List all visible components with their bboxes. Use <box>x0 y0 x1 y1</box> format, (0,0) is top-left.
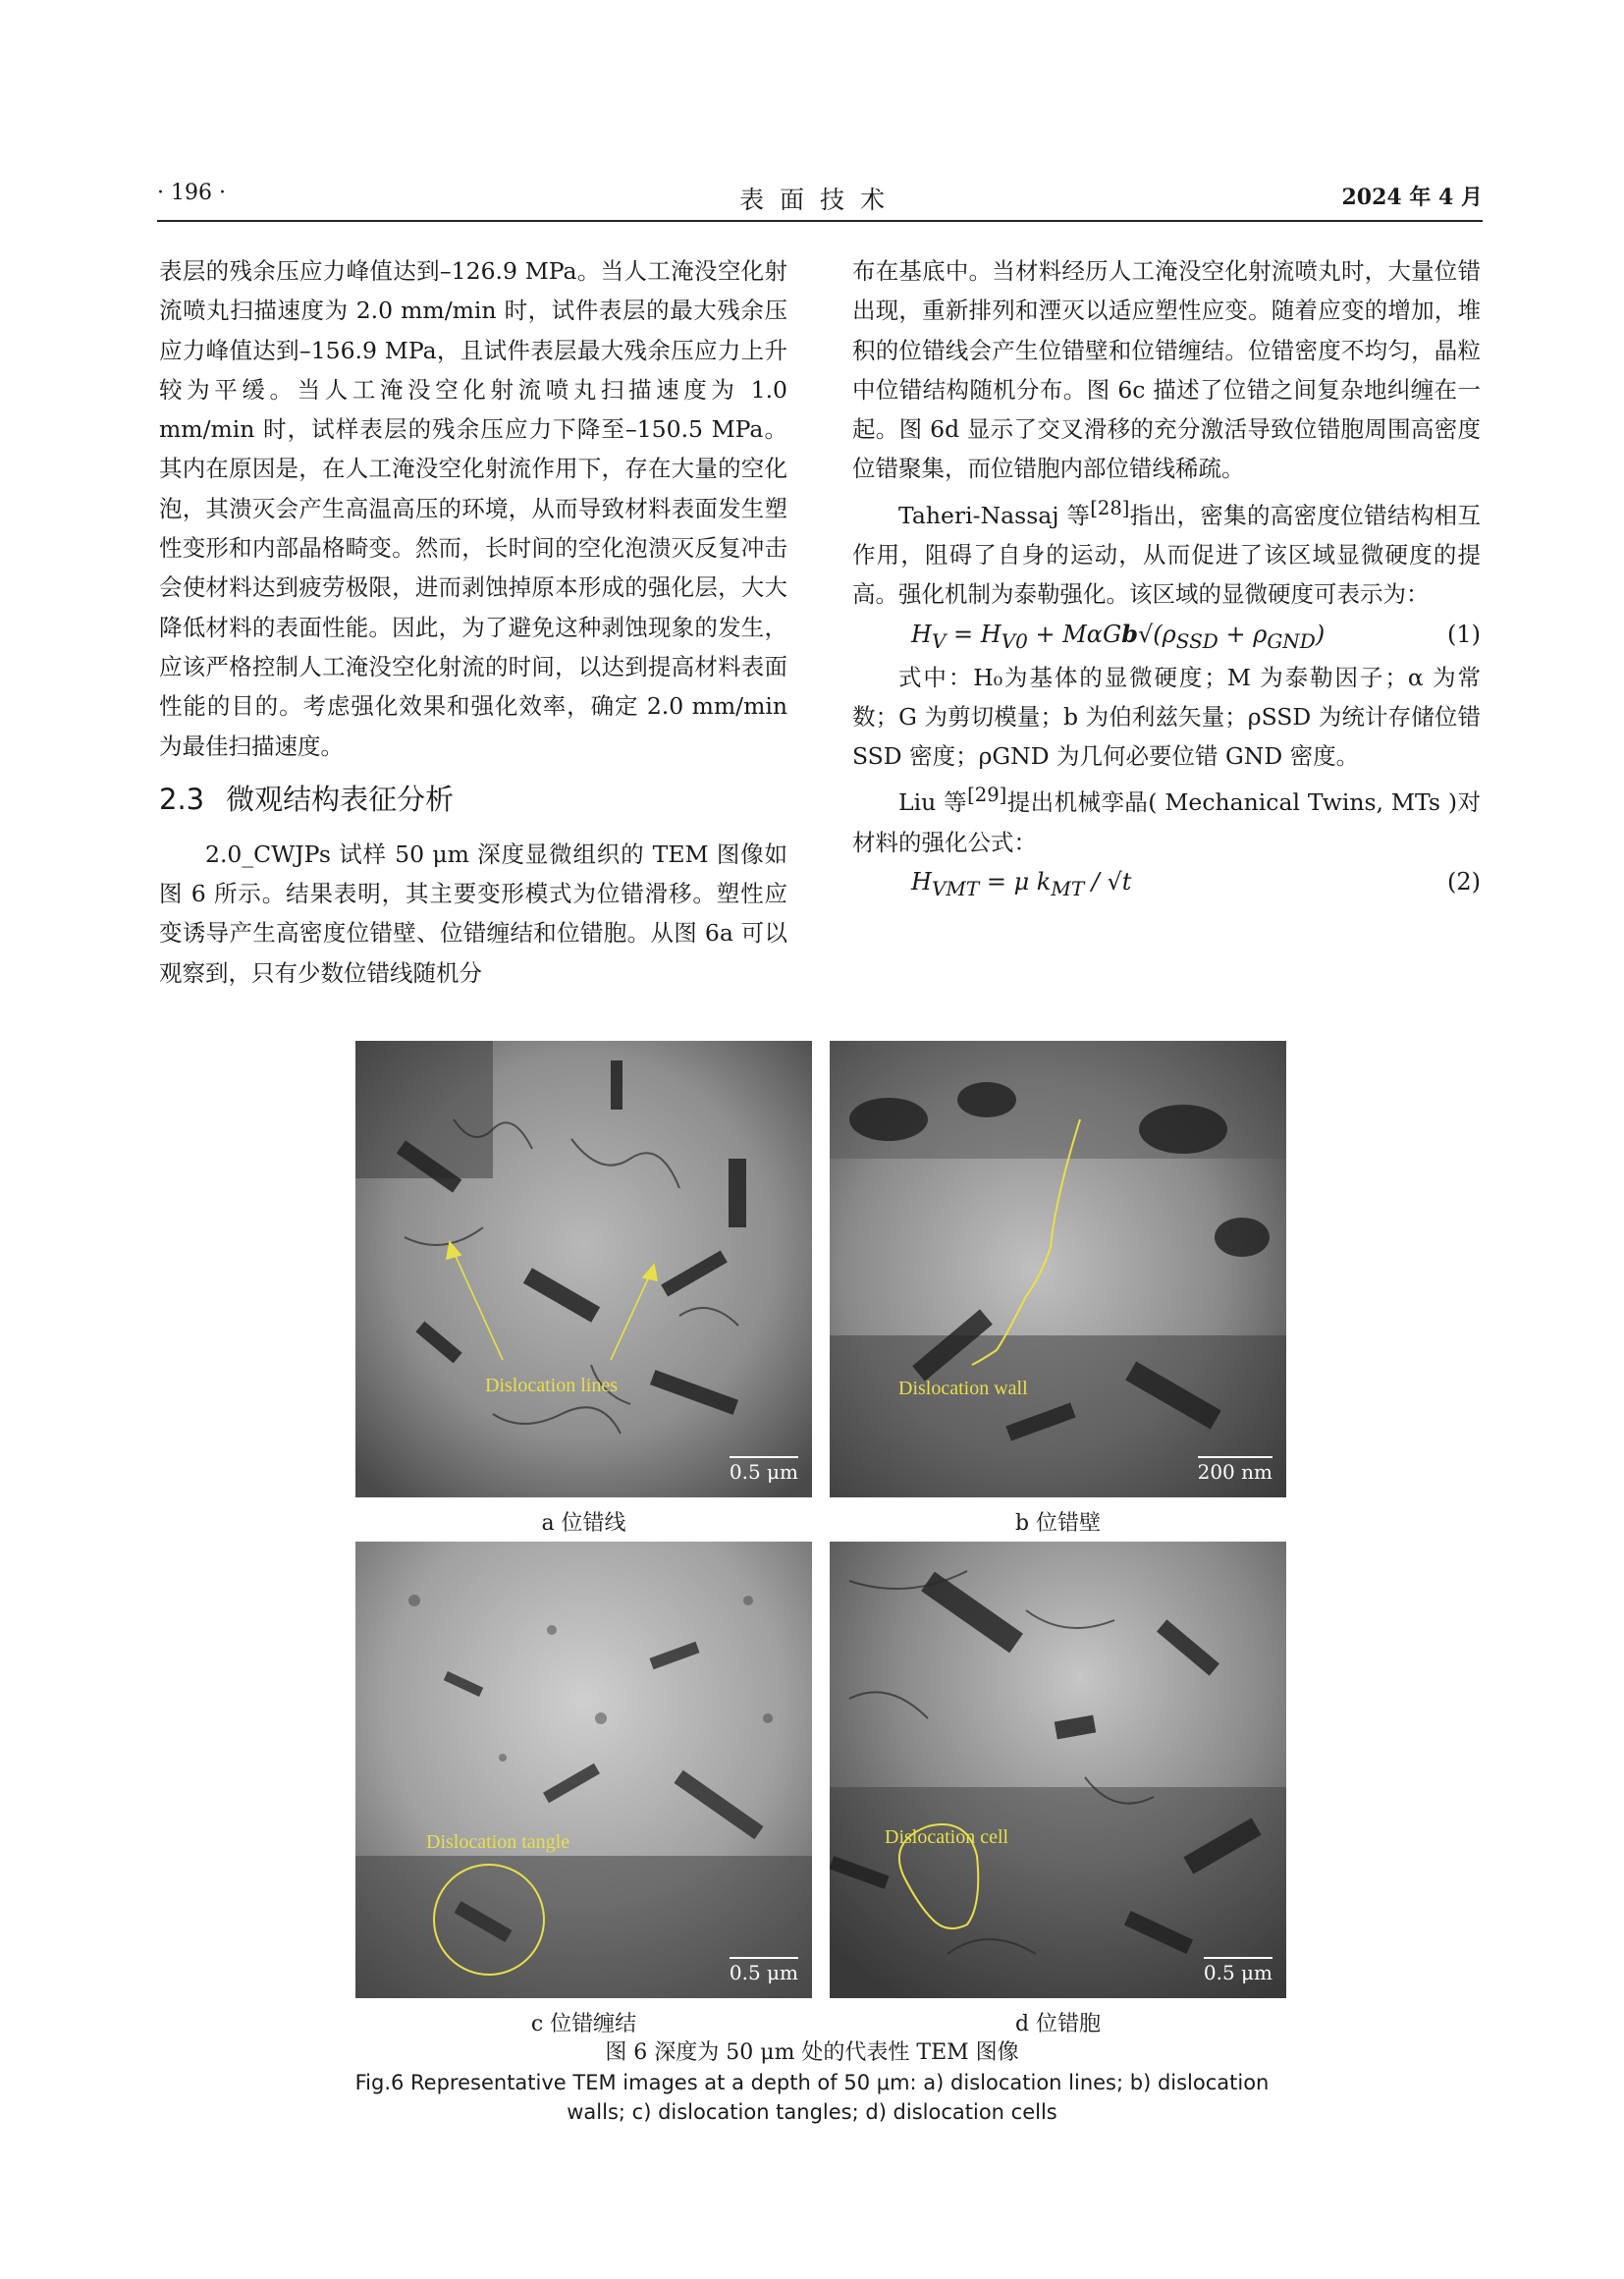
citation-author: Liu 等 <box>898 788 968 817</box>
tem-image-d-graphic <box>830 1542 1286 1998</box>
left-paragraph-1: 表层的残余压应力峰值达到–126.9 MPa。当人工淹没空化射流喷丸扫描速度为 2.0 mm/min 时，试件表层的最大残余压应力峰值达到–156.9 MPa，且试件表层最大残余压应力上升较为平缓。当人工淹没空化射流喷丸扫描速度为 1.0 mm/min 时，试样表层的残余压应力下降至–150.5 MPa。其内在原因是，在人工淹没空化射流作用下，存在大量的空化泡，其溃灭会产生高温高压的环境，从而导致材料表面发生塑性变形和内部晶格畸变。然而，长时间的空化泡溃灭反复冲击会使材料达到疲劳极限，进而剥蚀掉原本形成的强化层，大大降低材料的表面性能。因此，为了避免这种剥蚀现象的发生，应该严格控制人工淹没空化射流的时间，以达到提高材料表面性能的目的。考虑强化效果和强化效率，确定 2.0 mm/min 为最佳扫描速度。 <box>159 257 787 760</box>
page-number: · 196 · <box>157 181 226 205</box>
equation-1-number: (1) <box>1447 620 1481 648</box>
caption-chinese: 图 6 深度为 50 μm 处的代表性 TEM 图像 <box>605 2040 1019 2065</box>
paragraph-text: 提出机械孪晶( Mechanical Twins, MTs )对材料的强化公式： <box>852 788 1481 856</box>
scale-bar: 0.5 μm <box>730 1957 798 1984</box>
tem-image-c-graphic <box>355 1542 812 1998</box>
left-paragraph-2: 2.0_CWJPs 试样 50 μm 深度显微组织的 TEM 图像如图 6 所示。结果表明，其主要变形模式为位错滑移。塑性应变诱导产生高密度位错壁、位错缠结和位错胞。从图 6a 可以观察到，只有少数位错线随机分 <box>159 840 787 987</box>
tem-image-a <box>355 1041 812 1497</box>
equation-1-body: $H_V = H_{V0} + M\alpha Gb√(\rho_{SSD} + \rho_{GND})$ <box>911 619 1326 653</box>
right-paragraph-3: 式中：H₀为基体的显微硬度；M 为泰勒因子；α 为常数；G 为剪切模量；b 为伯利兹矢量；ρSSD 为统计存储位错 SSD 密度；ρGND 为几何必要位错 GND 密度。 <box>852 663 1481 771</box>
paragraph-text: 指出，密集的高密度位错结构相互作用，阻碍了自身的运动，从而促进了该区域显微硬度的提高。强化机制为泰勒强化。该区域的显微硬度可表示为： <box>852 501 1481 609</box>
tem-image-c <box>355 1542 812 1998</box>
section-number: 2.3 <box>159 782 205 816</box>
panel-label-c: c 位错缠结 <box>530 2012 637 2036</box>
issue-date: 2024 年 4 月 <box>1341 185 1483 210</box>
figure-caption <box>0 2038 1624 2127</box>
tem-image-b <box>830 1041 1286 1497</box>
equation-2 <box>852 862 1481 935</box>
scale-bar: 0.5 μm <box>730 1456 798 1484</box>
right-paragraph-1: 布在基底中。当材料经历人工淹没空化射流喷丸时，大量位错出现，重新排列和湮灭以适应塑性应变。随着应变的增加，堆积的位错线会产生位错壁和位错缠结。位错密度不均匀，晶粒中位错结构随机分布。图 6c 描述了位错之间复杂地纠缠在一起。图 6d 显示了交叉滑移的充分激活导致位错胞周围高密度位错聚集，而位错胞内部位错线稀疏。 <box>852 257 1481 483</box>
right-column <box>852 251 1481 935</box>
section-heading <box>159 778 787 821</box>
right-paragraph-4 <box>852 776 1481 861</box>
header-rule <box>157 220 1483 222</box>
scale-bar: 0.5 μm <box>1204 1957 1272 1984</box>
page-header <box>157 181 1483 220</box>
section-title: 微观结构表征分析 <box>226 782 455 816</box>
journal-name: 表面技术 <box>738 186 900 214</box>
equation-1 <box>852 615 1481 658</box>
annotation-label: Dislocation cell <box>885 1826 1009 1848</box>
tem-image-b-graphic <box>830 1041 1286 1497</box>
citation-ref: [28] <box>1090 496 1130 519</box>
panel-label-d: d 位错胞 <box>1014 2012 1102 2036</box>
equation-2-body: $H_{VMT} = \mu$ $k_{MT} / √t$ <box>911 867 1132 900</box>
caption-english-line-2: walls; c) dislocation tangles; d) dislocation cells <box>567 2100 1057 2124</box>
citation-ref: [29] <box>967 784 1007 807</box>
annotation-label: Dislocation lines <box>485 1375 618 1396</box>
tem-image-d <box>830 1542 1286 1998</box>
figure-6 <box>355 1041 1288 2036</box>
annotation-label: Dislocation wall <box>898 1378 1028 1399</box>
scale-bar: 200 nm <box>1198 1456 1272 1484</box>
tem-image-a-graphic <box>355 1041 812 1497</box>
annotation-label: Dislocation tangle <box>426 1831 570 1853</box>
equation-2-number: (2) <box>1447 867 1481 895</box>
right-paragraph-2 <box>852 489 1481 615</box>
panel-label-b: b 位错壁 <box>1014 1511 1102 1536</box>
panel-label-a: a 位错线 <box>541 1511 626 1536</box>
citation-author: Taheri-Nassaj 等 <box>898 501 1091 529</box>
left-column <box>159 251 787 993</box>
caption-english-line-1: Fig.6 Representative TEM images at a depth of 50 μm: a) dislocation lines; b) dislocation <box>354 2071 1270 2094</box>
